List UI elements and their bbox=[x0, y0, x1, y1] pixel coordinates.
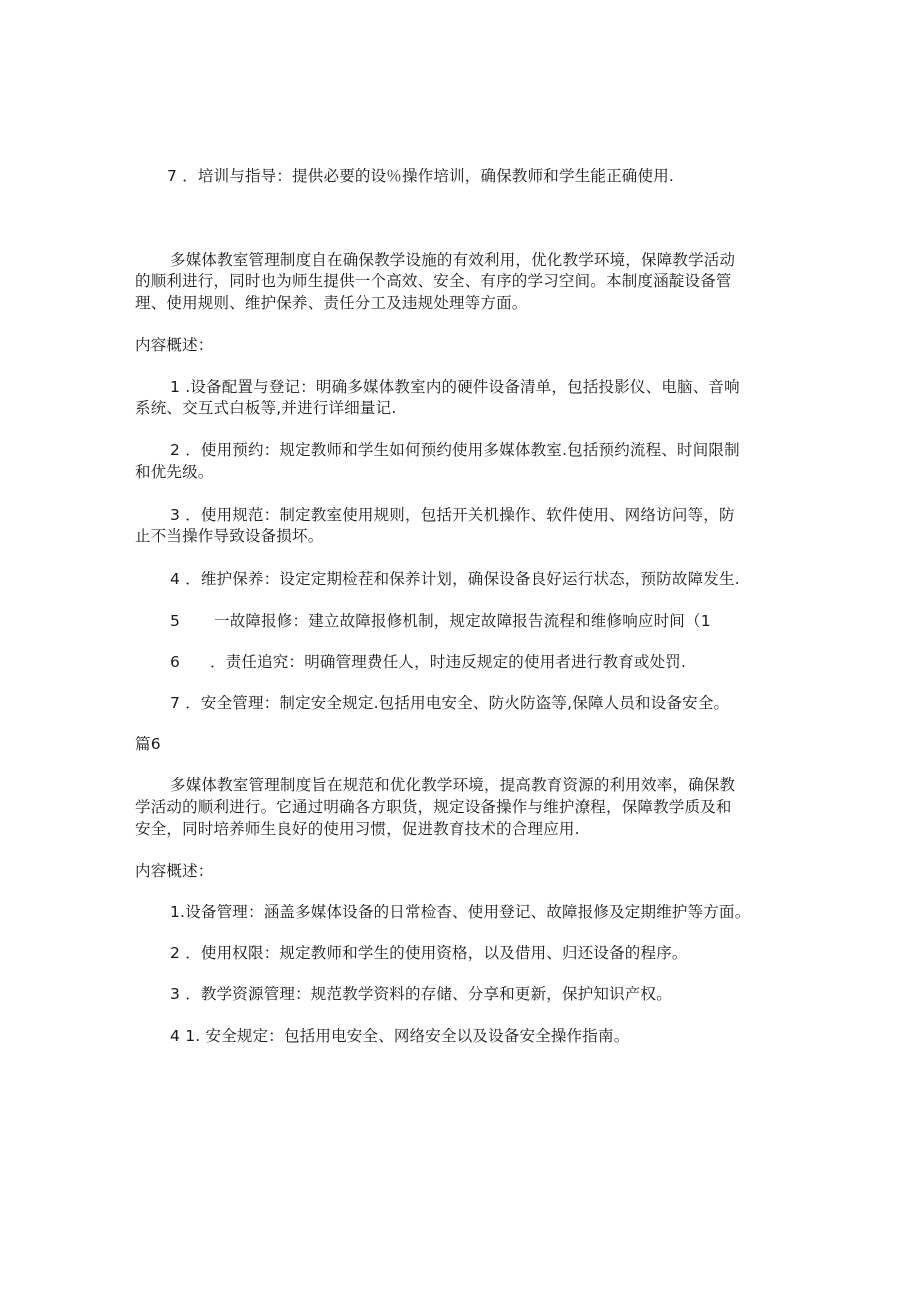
list1-item-3-line-1: 3 ．使用规范：制定教室使用规则，包括开关机操作、软件使用、网络访问等，防 bbox=[170, 506, 735, 524]
list1-item-5 bbox=[170, 611, 711, 631]
list1-item-4: 4 ．维护保养：设定定期检茬和保养计划，确保设备良好运行状态，预防故障发生. bbox=[170, 570, 740, 588]
list2-item-2: 2 ．使用权限：规定教师和学生的使用资格，以及借用、归还设备的程序。 bbox=[170, 944, 688, 962]
list1-item-1-line-1: 1 .设备配置与登记：明确多媒体教室内的硬件设备清单，包括投影仪、电脑、音响 bbox=[170, 378, 740, 396]
list1-item-1-line-2: 系统、交互式白板等,并进行详细量记. bbox=[135, 399, 397, 417]
list1-item-3-line-2: 止不当操作导致设备损坏。 bbox=[135, 527, 324, 545]
intro-paragraph-1-line-3: 理、使用规则、维护保养、责任分工及违规处理等方面。 bbox=[135, 294, 528, 312]
list2-item-4: 4 1. 安全规定：包括用电安全、网络安全以及设备安全操作指南。 bbox=[170, 1027, 630, 1045]
intro-paragraph-2-line-1: 多媒体教室管理制度旨在规范和优化教学环境，提高教育资源的利用效率，确保教 bbox=[170, 776, 736, 794]
list1-item-5-text: 一故障报修：建立故障报修机制，规定故障报告流程和维修响应时间（1 bbox=[214, 612, 711, 630]
intro-paragraph-1-line-1: 多媒体教室管理制度自在确保教学设施的有效利用，优化教学环境，保障教学活动 bbox=[170, 251, 736, 269]
section-heading: 篇6 bbox=[135, 735, 161, 753]
list1-item-7: 7 ．安全管理：制定安全规定.包括用电安全、防火防盗等,保障人员和设备安全。 bbox=[170, 694, 730, 712]
list2-item-1: 1.设备管理：涵盖多媒体设备的日常检杳、使用登记、故障报修及定期维护等方面。 bbox=[170, 903, 751, 921]
item-7-training: 7 ．培训与指导：提供必要的设％操作培训，确保教师和学生能正确使用. bbox=[167, 167, 675, 185]
list1-item-6 bbox=[170, 652, 686, 672]
list1-item-2-line-2: 和优先级。 bbox=[135, 463, 214, 481]
intro-paragraph-2-line-3: 安全，同时培养师生良好的使用习惯，促进教育技术的合理应用. bbox=[135, 820, 580, 838]
intro-paragraph-2-line-2: 学活动的顺利进行。它通过明确各方职货，规定设备操作与维护潦程，保障教学质及和 bbox=[135, 798, 732, 816]
list1-item-2-line-1: 2 ．使用预约：规定教师和学生如何预约使用多媒体教室.包括预约流程、时间限制 bbox=[170, 441, 740, 459]
overview-label-2: 内容概述： bbox=[135, 862, 214, 880]
list2-item-3: 3 ．教学资源管理：规范教学资料的存储、分享和更新，保护知识产权。 bbox=[170, 985, 672, 1003]
intro-paragraph-1-line-2: 的顺利进行，同时也为师生提供一个高效、安全、有序的学习空间。本制度涵靛设备管 bbox=[135, 272, 732, 290]
list1-item-5-number: 5 bbox=[170, 612, 181, 630]
list1-item-6-text: ．责任追究：明确管理费任人，时违反规定的使用者进行教育或处罚. bbox=[210, 653, 687, 671]
list1-item-6-number: 6 bbox=[170, 653, 181, 671]
overview-label-1: 内容概述： bbox=[135, 336, 214, 354]
